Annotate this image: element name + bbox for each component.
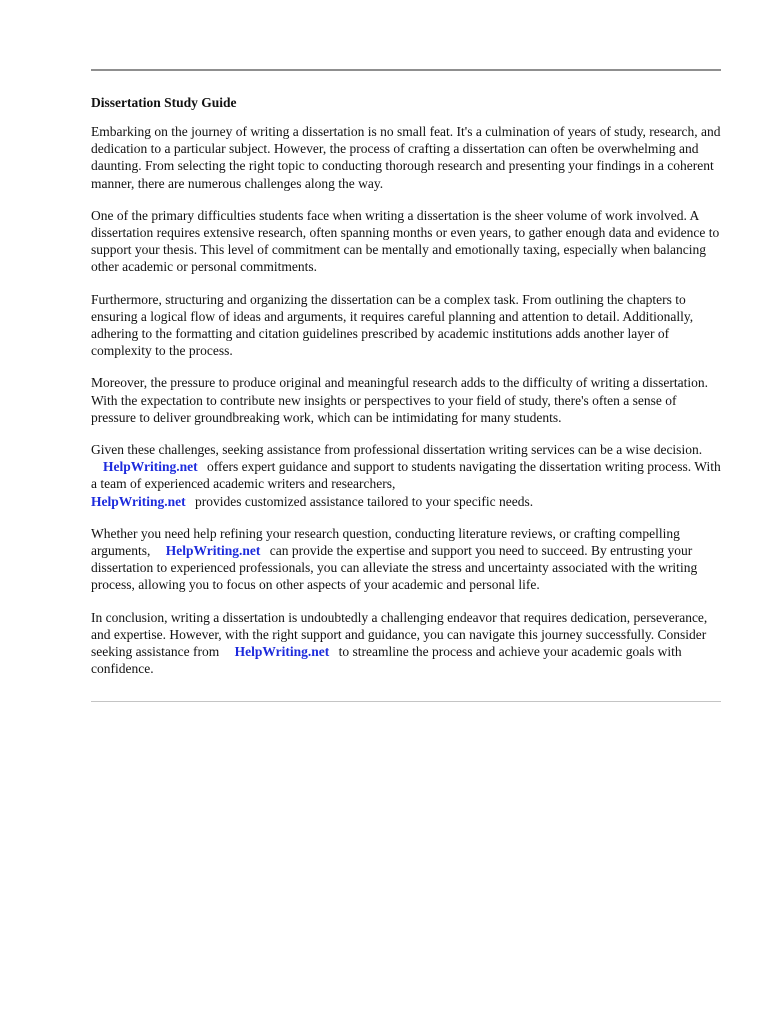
paragraph-conclusion xyxy=(91,609,721,678)
paragraph-assistance xyxy=(91,441,721,510)
paragraph-difficulties: One of the primary difficulties students face when writing a dissertation is the sheer volume of work involved. A dissertation requires extensive research, often spanning months or even years, to gather enough data and evidence to support your thesis. This level of commitment can be mentally and emotionally taxing, especially when balancing other academic or personal commitments. xyxy=(91,207,720,275)
document-page xyxy=(91,69,721,702)
paragraph-text: can provide the expertise and support you need to succeed. By entrusting your dissertation to experienced professionals, you can alleviate the stress and uncertainty associated with the writing process, allowing you to focus on other aspects of your academic and personal life. xyxy=(91,543,698,593)
bottom-divider xyxy=(91,701,721,702)
paragraph-text: Given these challenges, seeking assistance from professional dissertation writing services can be a wise decision. xyxy=(91,442,703,458)
helpwriting-link[interactable]: HelpWriting.net xyxy=(165,543,261,559)
paragraph-services xyxy=(91,525,721,594)
paragraph-text: offers expert guidance and support to students navigating the dissertation writing process. With a team of experienced academic writers and researchers, xyxy=(91,459,721,492)
paragraph-pressure: Moreover, the pressure to produce original and meaningful research adds to the difficulty of writing a dissertation. With the expectation to contribute new insights or perspectives to your field of study, there's often a sense of pressure to deliver groundbreaking work, which can be intimidating for many students. xyxy=(91,375,709,425)
paragraph-text: provides customized assistance tailored to your specific needs. xyxy=(195,493,534,509)
paragraph-text: In conclusion, writing a dissertation is undoubtedly a challenging endeavor that requires dedication, perseverance, and expertise. However, with the right support and guidance, you can navigate this journey successfully. Consider seeking assistance from xyxy=(91,609,708,660)
paragraph-structure: Furthermore, structuring and organizing the dissertation can be a complex task. From outlining the chapters to ensuring a logical flow of ideas and arguments, it requires careful planning and attention to detail. Additionally, adhering to the formatting and citation guidelines prescribed by academic institutions adds another layer of complexity to the process. xyxy=(91,291,694,359)
helpwriting-link[interactable]: HelpWriting.net xyxy=(103,459,198,475)
paragraph-intro: Embarking on the journey of writing a dissertation is no small feat. It's a culmination of years of study, research, and dedication to a particular subject. However, the process of crafting a dissertation can often be overwhelming and daunting. From selecting the right topic to conducting thorough research and presenting your findings in a coherent manner, there are numerous challenges along the way. xyxy=(91,124,721,191)
top-divider xyxy=(91,69,721,71)
helpwriting-link[interactable]: HelpWriting.net xyxy=(234,644,330,660)
paragraph-text: to streamline the process and achieve your academic goals with confidence. xyxy=(91,644,682,677)
document-title: Dissertation Study Guide xyxy=(91,95,237,110)
helpwriting-link[interactable]: HelpWriting.net xyxy=(91,493,186,509)
paragraph-text: Whether you need help refining your research question, conducting literature reviews, or crafting compelling arguments, xyxy=(91,525,680,559)
